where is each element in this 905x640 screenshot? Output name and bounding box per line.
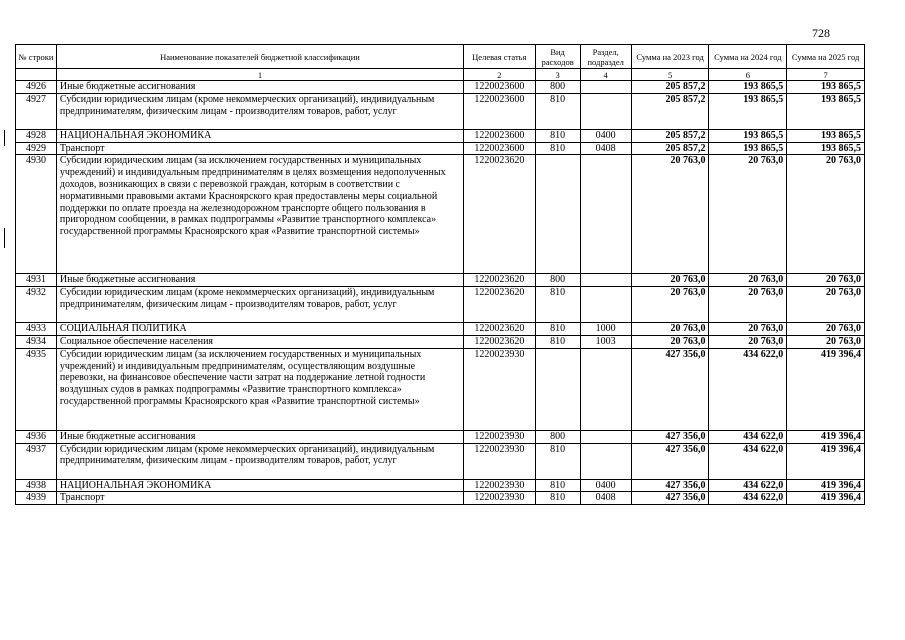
cell-row-no: 4935 [16, 348, 57, 430]
table-row [16, 430, 865, 443]
cell-sum-2023: 427 356,0 [631, 443, 709, 479]
cell-target: 1220023930 [464, 492, 536, 505]
cell-sum-2025: 20 763,0 [787, 274, 865, 287]
cell-target: 1220023600 [464, 142, 536, 155]
table-body [16, 81, 865, 505]
column-number: 6 [709, 69, 787, 81]
cell-section: 0408 [580, 492, 631, 505]
cell-section [580, 93, 631, 129]
cell-target: 1220023620 [464, 274, 536, 287]
cell-sum-2023: 205 857,2 [631, 129, 709, 142]
cell-expense-type: 810 [535, 323, 580, 336]
cell-sum-2025: 419 396,4 [787, 479, 865, 492]
header-expense-type: Вид расходов [535, 45, 580, 69]
cell-sum-2023: 427 356,0 [631, 479, 709, 492]
table-row [16, 142, 865, 155]
cell-section: 1003 [580, 335, 631, 348]
cell-section [580, 287, 631, 323]
cell-row-no: 4927 [16, 93, 57, 129]
cell-sum-2025: 20 763,0 [787, 323, 865, 336]
cell-row-no: 4928 [16, 129, 57, 142]
cell-row-no: 4932 [16, 287, 57, 323]
cell-name: Иные бюджетные ассигнования [56, 430, 463, 443]
table-row [16, 335, 865, 348]
column-number: 5 [631, 69, 709, 81]
cell-expense-type: 810 [535, 129, 580, 142]
cell-sum-2023: 205 857,2 [631, 93, 709, 129]
table-row [16, 348, 865, 430]
cell-sum-2024: 434 622,0 [709, 492, 787, 505]
cell-section: 0408 [580, 142, 631, 155]
cell-sum-2023: 20 763,0 [631, 274, 709, 287]
cell-sum-2025: 419 396,4 [787, 443, 865, 479]
table-row [16, 93, 865, 129]
table-row [16, 479, 865, 492]
table-row [16, 81, 865, 94]
cell-name: Иные бюджетные ассигнования [56, 274, 463, 287]
cell-sum-2024: 193 865,5 [709, 93, 787, 129]
cell-sum-2023: 20 763,0 [631, 155, 709, 274]
cell-section: 0400 [580, 479, 631, 492]
cell-sum-2023: 20 763,0 [631, 335, 709, 348]
table-row [16, 129, 865, 142]
cell-sum-2025: 193 865,5 [787, 142, 865, 155]
cell-section [580, 155, 631, 274]
cell-name: Субсидии юридическим лицам (кроме некоммерческих организаций), индивидуальным предпринимателям, физическим лицам - производителям товаров, работ, услуг [56, 443, 463, 479]
column-number: 4 [580, 69, 631, 81]
cell-expense-type: 800 [535, 274, 580, 287]
cell-expense-type: 800 [535, 430, 580, 443]
column-number: 2 [464, 69, 536, 81]
cell-name: Социальное обеспечение населения [56, 335, 463, 348]
cell-section [580, 443, 631, 479]
cell-expense-type: 810 [535, 142, 580, 155]
cell-target: 1220023600 [464, 129, 536, 142]
page-number: 728 [812, 26, 830, 40]
cell-section: 1000 [580, 323, 631, 336]
margin-mark-top [4, 130, 5, 146]
cell-expense-type: 810 [535, 492, 580, 505]
cell-name: НАЦИОНАЛЬНАЯ ЭКОНОМИКА [56, 479, 463, 492]
cell-name: Субсидии юридическим лицам (за исключением государственных и муниципальных учреждений) и индивидуальным предпринимателям в целях возмещения недополученных доходов, возникающих в связи с перевозкой граждан, которым в соответствии с нормативными правовыми актами Красноярского края предоставлены меры социальной поддержки по оплате проезда на железнодорожном транспорте общего пользования в пригородном сообщении, в рамках подпрограммы «Развитие транспортного комплекса» государственной программы Красноярского края «Развитие транспортной системы» [56, 155, 463, 274]
cell-sum-2024: 20 763,0 [709, 155, 787, 274]
cell-section [580, 81, 631, 94]
cell-name: Субсидии юридическим лицам (кроме некоммерческих организаций), индивидуальным предпринимателям, физическим лицам - производителям товаров, работ, услуг [56, 287, 463, 323]
cell-target: 1220023930 [464, 443, 536, 479]
cell-target: 1220023620 [464, 155, 536, 274]
cell-name: Субсидии юридическим лицам (кроме некоммерческих организаций), индивидуальным предпринимателям, физическим лицам - производителям товаров, работ, услуг [56, 93, 463, 129]
cell-sum-2025: 20 763,0 [787, 287, 865, 323]
cell-expense-type: 810 [535, 287, 580, 323]
cell-sum-2024: 434 622,0 [709, 430, 787, 443]
table-row [16, 323, 865, 336]
cell-sum-2025: 20 763,0 [787, 155, 865, 274]
cell-row-no: 4936 [16, 430, 57, 443]
cell-sum-2025: 20 763,0 [787, 335, 865, 348]
cell-name: Иные бюджетные ассигнования [56, 81, 463, 94]
cell-expense-type: 810 [535, 479, 580, 492]
budget-table [15, 44, 865, 505]
cell-expense-type: 800 [535, 81, 580, 94]
column-number: 1 [56, 69, 463, 81]
cell-target: 1220023620 [464, 335, 536, 348]
cell-sum-2025: 193 865,5 [787, 93, 865, 129]
cell-row-no: 4931 [16, 274, 57, 287]
cell-sum-2023: 205 857,2 [631, 81, 709, 94]
cell-expense-type: 810 [535, 443, 580, 479]
table-row [16, 274, 865, 287]
cell-expense-type: 810 [535, 93, 580, 129]
header-row-no: № строки [16, 45, 57, 69]
cell-row-no: 4934 [16, 335, 57, 348]
header-sum-2025: Сумма на 2025 год [787, 45, 865, 69]
header-section: Раздел, подраздел [580, 45, 631, 69]
cell-sum-2025: 419 396,4 [787, 348, 865, 430]
cell-row-no: 4930 [16, 155, 57, 274]
cell-name: Транспорт [56, 492, 463, 505]
cell-sum-2023: 427 356,0 [631, 430, 709, 443]
cell-section: 0400 [580, 129, 631, 142]
cell-row-no: 4939 [16, 492, 57, 505]
cell-target: 1220023930 [464, 430, 536, 443]
column-number-row [16, 69, 865, 81]
cell-sum-2024: 20 763,0 [709, 287, 787, 323]
cell-sum-2024: 193 865,5 [709, 129, 787, 142]
cell-section [580, 430, 631, 443]
cell-expense-type [535, 155, 580, 274]
cell-sum-2023: 20 763,0 [631, 323, 709, 336]
cell-sum-2024: 20 763,0 [709, 323, 787, 336]
cell-expense-type [535, 348, 580, 430]
cell-sum-2025: 419 396,4 [787, 492, 865, 505]
cell-sum-2023: 20 763,0 [631, 287, 709, 323]
cell-sum-2024: 193 865,5 [709, 142, 787, 155]
cell-row-no: 4926 [16, 81, 57, 94]
cell-sum-2025: 419 396,4 [787, 430, 865, 443]
cell-sum-2024: 20 763,0 [709, 335, 787, 348]
cell-name: Транспорт [56, 142, 463, 155]
column-number: 3 [535, 69, 580, 81]
column-number: 7 [787, 69, 865, 81]
cell-row-no: 4929 [16, 142, 57, 155]
header-sum-2023: Сумма на 2023 год [631, 45, 709, 69]
cell-sum-2023: 205 857,2 [631, 142, 709, 155]
cell-expense-type: 810 [535, 335, 580, 348]
table-row [16, 287, 865, 323]
cell-sum-2025: 193 865,5 [787, 129, 865, 142]
cell-sum-2024: 434 622,0 [709, 443, 787, 479]
table-row [16, 155, 865, 274]
cell-name: Субсидии юридическим лицам (за исключением государственных и муниципальных учреждений) и индивидуальным предпринимателям, осуществляющим воздушные перевозки, на финансовое обеспечение части затрат на поддержание летной годности воздушных судов в рамках подпрограммы «Развитие транспортного комплекса» государственной программы Красноярского края «Развитие транспортной системы» [56, 348, 463, 430]
cell-name: НАЦИОНАЛЬНАЯ ЭКОНОМИКА [56, 129, 463, 142]
table-header-row [16, 45, 865, 69]
cell-sum-2024: 434 622,0 [709, 479, 787, 492]
cell-sum-2024: 193 865,5 [709, 81, 787, 94]
table-row [16, 443, 865, 479]
cell-row-no: 4933 [16, 323, 57, 336]
cell-target: 1220023600 [464, 93, 536, 129]
cell-sum-2023: 427 356,0 [631, 348, 709, 430]
cell-section [580, 274, 631, 287]
table-row [16, 492, 865, 505]
cell-sum-2024: 434 622,0 [709, 348, 787, 430]
margin-mark-bottom [4, 228, 5, 248]
header-name: Наименование показателей бюджетной классификации [56, 45, 463, 69]
cell-target: 1220023620 [464, 323, 536, 336]
column-number [16, 69, 57, 81]
cell-target: 1220023620 [464, 287, 536, 323]
cell-row-no: 4938 [16, 479, 57, 492]
cell-sum-2023: 427 356,0 [631, 492, 709, 505]
header-sum-2024: Сумма на 2024 год [709, 45, 787, 69]
cell-row-no: 4937 [16, 443, 57, 479]
header-target: Целевая статья [464, 45, 536, 69]
cell-target: 1220023930 [464, 479, 536, 492]
cell-section [580, 348, 631, 430]
cell-target: 1220023600 [464, 81, 536, 94]
cell-name: СОЦИАЛЬНАЯ ПОЛИТИКА [56, 323, 463, 336]
cell-sum-2025: 193 865,5 [787, 81, 865, 94]
cell-sum-2024: 20 763,0 [709, 274, 787, 287]
cell-target: 1220023930 [464, 348, 536, 430]
